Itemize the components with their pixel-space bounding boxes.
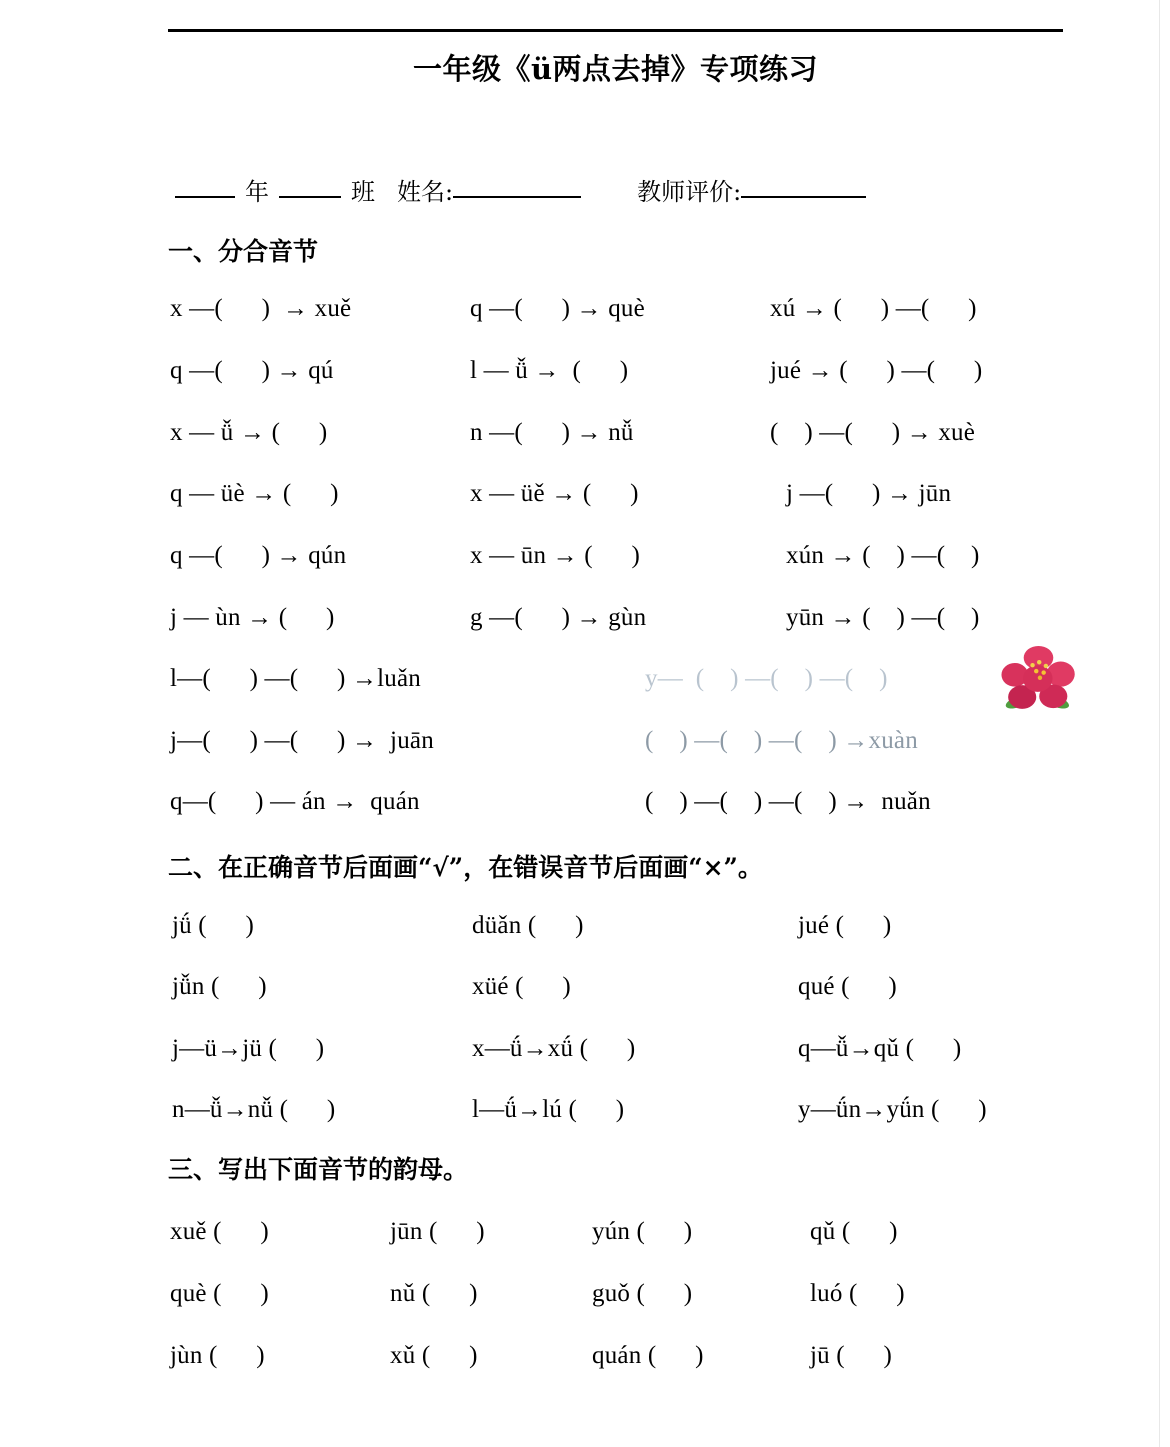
- class-label: 班: [351, 178, 375, 206]
- exercise-item[interactable]: jū ( ): [810, 1342, 893, 1369]
- exercise-item[interactable]: j—( ) —( ) → juān: [170, 727, 434, 754]
- exercise-item[interactable]: yún ( ): [592, 1218, 693, 1245]
- section-2-heading: 二、在正确音节后面画“√”，在错误音节后面画“×”。: [168, 853, 763, 882]
- student-info-line: [175, 172, 866, 207]
- exercise-item[interactable]: luó ( ): [810, 1280, 905, 1307]
- section1-row-4: [0, 480, 1170, 516]
- exercise-item[interactable]: jué ( ): [798, 912, 892, 939]
- exercise-item[interactable]: ( ) —( ) → xuè: [770, 419, 976, 446]
- exercise-item[interactable]: n—ǚ→nǚ ( ): [172, 1096, 336, 1123]
- exercise-item[interactable]: xún → ( ) —( ): [786, 542, 980, 569]
- exercise-item[interactable]: jùn ( ): [170, 1342, 265, 1369]
- exercise-item[interactable]: x — ūn → ( ): [470, 542, 641, 569]
- exercise-item[interactable]: q—ǚ→qǔ ( ): [798, 1035, 962, 1062]
- exercise-item[interactable]: q —( ) → qún: [170, 542, 347, 569]
- title-top-rule: [168, 29, 1063, 32]
- exercise-item[interactable]: què ( ): [170, 1280, 269, 1307]
- name-label: 姓名:: [397, 178, 454, 206]
- exercise-item[interactable]: x—ǘ→xǘ ( ): [472, 1035, 636, 1062]
- exercise-item-faded[interactable]: y— ( ) —( ) —( ): [645, 665, 888, 692]
- section2-row-4: [0, 1096, 1170, 1132]
- class-blank[interactable]: [279, 196, 341, 198]
- hibiscus-flower-icon: [999, 643, 1075, 717]
- exercise-item[interactable]: x —( ) → xuě: [170, 295, 352, 322]
- exercise-item[interactable]: quán ( ): [592, 1342, 704, 1369]
- exercise-item[interactable]: xǔ ( ): [390, 1342, 478, 1369]
- exercise-item[interactable]: l—( ) —( ) →luǎn: [170, 665, 421, 692]
- name-blank[interactable]: [453, 196, 581, 198]
- exercise-item[interactable]: q —( ) → qú: [170, 357, 334, 384]
- page-title: 一年级《ü两点去掉》专项练习: [412, 52, 819, 86]
- section3-row-1: [0, 1218, 1170, 1254]
- exercise-item[interactable]: x — üě → ( ): [470, 480, 639, 507]
- teacher-eval-label: 教师评价:: [637, 178, 742, 206]
- exercise-item[interactable]: l — ǚ → ( ): [470, 357, 629, 384]
- exercise-item[interactable]: xuě ( ): [170, 1218, 269, 1245]
- section2-row-2: [0, 973, 1170, 1009]
- exercise-item[interactable]: g —( ) → gùn: [470, 604, 647, 631]
- exercise-item[interactable]: x — ǚ → ( ): [170, 419, 328, 446]
- exercise-item[interactable]: q—( ) — án → quán: [170, 788, 420, 815]
- exercise-item[interactable]: qué ( ): [798, 973, 897, 1000]
- exercise-item[interactable]: jǚn ( ): [172, 973, 267, 1000]
- exercise-item[interactable]: qǔ ( ): [810, 1218, 898, 1245]
- exercise-item[interactable]: j — ùn → ( ): [170, 604, 335, 631]
- section3-row-3: [0, 1342, 1170, 1378]
- section-3-heading: 三、写出下面音节的韵母。: [168, 1155, 469, 1184]
- section2-row-1: [0, 912, 1170, 948]
- section1-row-6: [0, 604, 1170, 640]
- section-1-heading: 一、分合音节: [168, 237, 319, 266]
- section1-row-8: [0, 727, 1170, 763]
- section1-row-2: [0, 357, 1170, 393]
- exercise-item[interactable]: n —( ) → nǚ: [470, 419, 634, 446]
- exercise-item[interactable]: j—ü→jü ( ): [172, 1035, 325, 1062]
- exercise-item[interactable]: ( ) —( ) —( ) → nuǎn: [645, 788, 931, 815]
- section1-row-7: [0, 665, 1170, 701]
- exercise-item[interactable]: jūn ( ): [390, 1218, 485, 1245]
- exercise-item-faded[interactable]: ( ) —( ) —( ) →xuàn: [645, 727, 918, 754]
- exercise-item[interactable]: nǔ ( ): [390, 1280, 478, 1307]
- section1-row-9: [0, 788, 1170, 824]
- grade-blank[interactable]: [175, 196, 235, 198]
- exercise-item[interactable]: jué → ( ) —( ): [770, 357, 983, 384]
- exercise-item[interactable]: y—ǘn→yǘn ( ): [798, 1096, 987, 1123]
- section1-row-5: [0, 542, 1170, 578]
- grade-label: 年: [245, 178, 269, 206]
- exercise-item[interactable]: yūn → ( ) —( ): [786, 604, 980, 631]
- section3-row-2: [0, 1280, 1170, 1316]
- teacher-eval-blank[interactable]: [741, 196, 866, 198]
- section1-row-3: [0, 419, 1170, 455]
- exercise-item[interactable]: q — üè → ( ): [170, 480, 339, 507]
- exercise-item[interactable]: düǎn ( ): [472, 912, 584, 939]
- section1-row-1: [0, 295, 1170, 331]
- exercise-item[interactable]: xú → ( ) —( ): [770, 295, 977, 322]
- section2-row-3: [0, 1035, 1170, 1071]
- exercise-item[interactable]: l—ǘ→lú ( ): [472, 1096, 625, 1123]
- exercise-item[interactable]: q —( ) → què: [470, 295, 645, 322]
- exercise-item[interactable]: guǒ ( ): [592, 1280, 693, 1307]
- exercise-item[interactable]: xüé ( ): [472, 973, 571, 1000]
- exercise-item[interactable]: jǘ ( ): [172, 912, 255, 939]
- exercise-item[interactable]: j —( ) → jūn: [786, 480, 952, 507]
